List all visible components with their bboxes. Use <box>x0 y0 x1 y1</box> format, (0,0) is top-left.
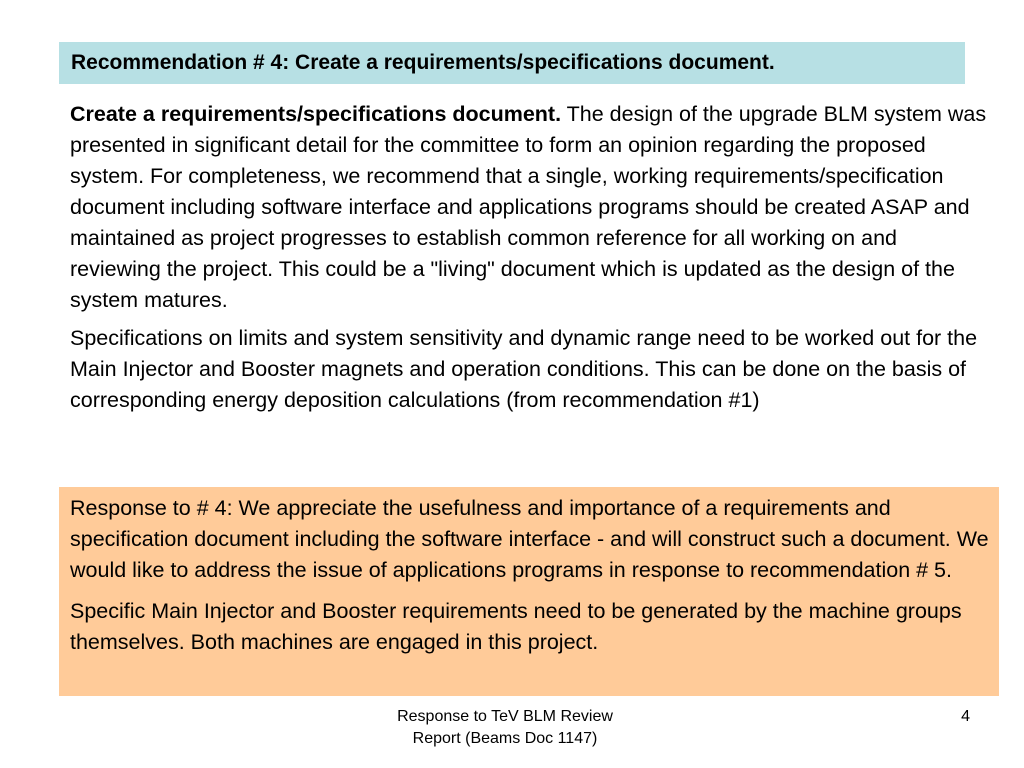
recommendation-body-1: The design of the upgrade BLM system was presented in significant detail for the committee to form an opinion regarding the proposed system. For completeness, we recommend that a single, working requirements/specification document including software interface and applications programs should be created ASAP and maintained as project progresses to establish common reference for all working on and reviewing the project. This could be a "living" document which is updated as the design of the system matures. <box>70 102 987 312</box>
title-banner <box>59 42 965 84</box>
footer-source-line-2: Report (Beams Doc 1147) <box>412 730 598 747</box>
footer-source <box>345 706 665 750</box>
recommendation-paragraph-2: Specifications on limits and system sensitivity and dynamic range need to be worked out for the Main Injector and Booster magnets and operation conditions. This can be done on the basis of corresponding energy deposition calculations (from recommendation #1) <box>70 326 978 412</box>
recommendation-paragraph-1 <box>70 99 990 316</box>
recommendation-text <box>70 99 990 416</box>
page-number: 4 <box>961 708 970 725</box>
response-paragraph-1: Response to # 4: We appreciate the usefulness and importance of a requirements and specification document including the software interface - and will construct such a document. We would like to address the issue of applications programs in response to recommendation # 5. <box>70 496 989 582</box>
slide-title: Recommendation # 4: Create a requirements/specifications document. <box>71 51 775 74</box>
response-paragraph-2: Specific Main Injector and Booster requirements need to be generated by the machine groups themselves. Both machines are engaged in this project. <box>70 599 962 654</box>
response-box <box>59 487 999 696</box>
recommendation-lead: Create a requirements/specifications document. <box>70 102 562 126</box>
footer-source-line-1: Response to TeV BLM Review <box>397 708 613 725</box>
